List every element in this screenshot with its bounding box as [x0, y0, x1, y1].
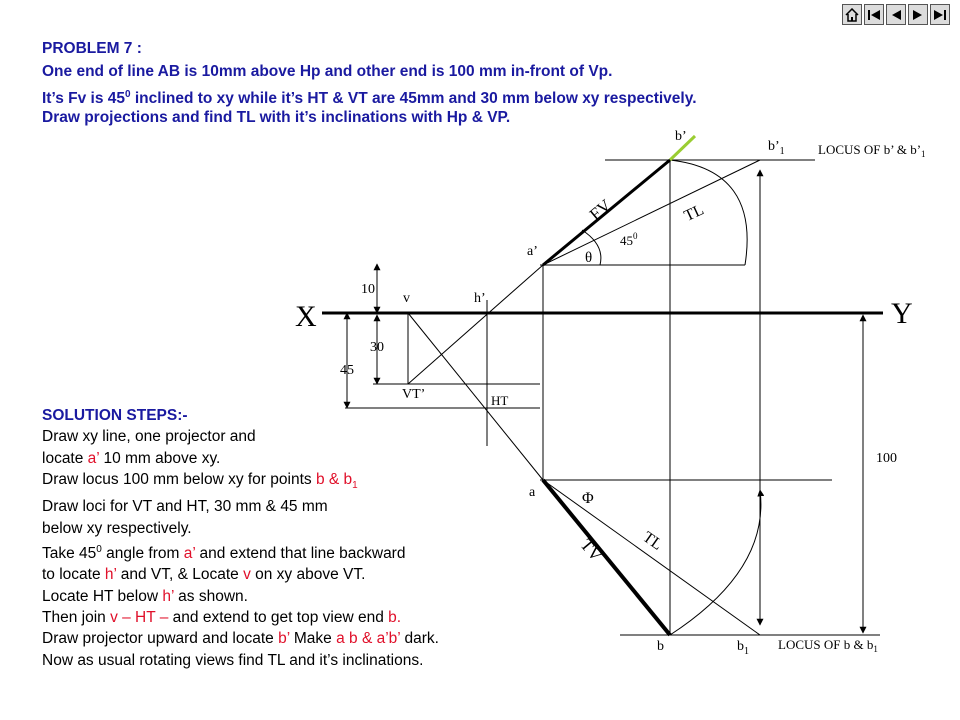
step-6d: and extend that line backward — [195, 545, 406, 563]
label-b1-dash-sub: 1 — [779, 146, 785, 157]
label-locus-bottom-sub: 1 — [873, 644, 878, 654]
label-dim-45: 45 — [340, 363, 354, 378]
problem-line-1: One end of line AB is 10mm above Hp and other end is 100 mm in-front of Vp. — [42, 63, 613, 80]
step-10a: Draw projector upward and locate — [42, 630, 279, 648]
step-8a: Locate HT below — [42, 587, 163, 605]
v-ht-line — [408, 313, 543, 480]
label-a-dash: a’ — [527, 244, 538, 259]
label-vt: VT’ — [402, 387, 426, 402]
step-9c: and extend to get top view end — [168, 608, 389, 626]
step-5: below xy respectively. — [42, 519, 192, 537]
label-b1-dash-main: b’ — [768, 139, 780, 154]
problem-line-2b: inclined to xy while it’s HT & VT are 45mm and 30 mm below xy respectively. — [130, 90, 697, 108]
label-fv: FV — [585, 195, 615, 225]
label-v: v — [403, 291, 410, 306]
problem-line-2a: It’s Fv is 45 — [42, 90, 125, 108]
step-10e: dark. — [400, 630, 439, 648]
step-8b: h’ — [162, 587, 174, 605]
step-2c: 10 mm above xy. — [99, 449, 221, 467]
label-b1-sub: 1 — [744, 646, 749, 657]
step-6b: angle from — [101, 545, 184, 563]
step-10c: Make — [289, 630, 337, 648]
step-6-sup: 0 — [96, 543, 102, 555]
step-4: Draw loci for VT and HT, 30 mm & 45 mm — [42, 498, 328, 516]
label-tv: TV — [576, 535, 606, 565]
step-2a: locate — [42, 449, 88, 467]
step-7d: v — [243, 566, 251, 584]
problem-title: PROBLEM 7 : — [42, 40, 142, 57]
label-x: X — [295, 300, 317, 333]
step-3-sub: 1 — [352, 479, 358, 491]
step-8c: as shown. — [173, 587, 248, 605]
problem-line-3: Draw projections and find TL with it’s inclinations with Hp & VP. — [42, 109, 511, 126]
label-dim-10: 10 — [361, 282, 375, 297]
label-y: Y — [891, 297, 913, 330]
step-7a: to locate — [42, 566, 105, 584]
step-1: Draw xy line, one projector and — [42, 428, 256, 446]
label-b: b — [657, 639, 664, 654]
steps-heading: SOLUTION STEPS:- — [42, 407, 188, 424]
label-angle-45 — [620, 231, 638, 248]
fv-extension-line — [408, 265, 543, 384]
step-9d: b. — [388, 608, 402, 626]
label-locus-bottom-main: LOCUS OF b & b — [778, 637, 874, 652]
label-b1-dash — [768, 139, 785, 157]
label-dim-30: 30 — [370, 340, 384, 355]
step-10d: a b & a’b’ — [336, 630, 401, 648]
label-locus-top-main: LOCUS OF b’ & b’ — [818, 142, 922, 157]
label-a: a — [529, 485, 536, 500]
label-locus-bottom — [778, 637, 878, 654]
step-11: Now as usual rotating views find TL and it’s inclinations. — [42, 651, 424, 669]
step-9a: Then join — [42, 608, 111, 626]
label-phi: Φ — [582, 490, 594, 507]
label-locus-top — [818, 142, 926, 159]
label-h-dash: h’ — [474, 291, 486, 306]
step-7e: on xy above VT. — [250, 566, 366, 584]
label-tl-bottom: TL — [639, 528, 666, 554]
step-10b: b’ — [278, 630, 290, 648]
rotation-arc-top — [670, 490, 761, 635]
step-6c: a’ — [183, 545, 196, 563]
label-b1 — [737, 639, 749, 657]
label-b-dash: b’ — [675, 129, 687, 144]
step-7c: and VT, & Locate — [116, 566, 244, 584]
rotation-arc-front — [670, 160, 747, 265]
label-ht: HT — [491, 393, 509, 408]
step-3a: Draw locus 100 mm below xy for points — [42, 470, 316, 488]
step-7b: h’ — [104, 566, 117, 584]
label-tl-top: TL — [681, 201, 707, 226]
label-b1-main: b — [737, 639, 744, 654]
step-3b: b & b — [315, 470, 353, 488]
step-2b: a’ — [87, 449, 100, 467]
label-theta: θ — [585, 250, 593, 266]
label-dim-100: 100 — [876, 451, 897, 466]
label-locus-top-sub: 1 — [921, 149, 926, 159]
step-9b: v – HT – — [110, 608, 169, 626]
step-6a: Take 45 — [42, 545, 97, 563]
degree-superscript: 0 — [125, 89, 131, 100]
label-angle-45-sup: 0 — [633, 231, 638, 241]
label-angle-45-main: 45 — [620, 233, 633, 248]
